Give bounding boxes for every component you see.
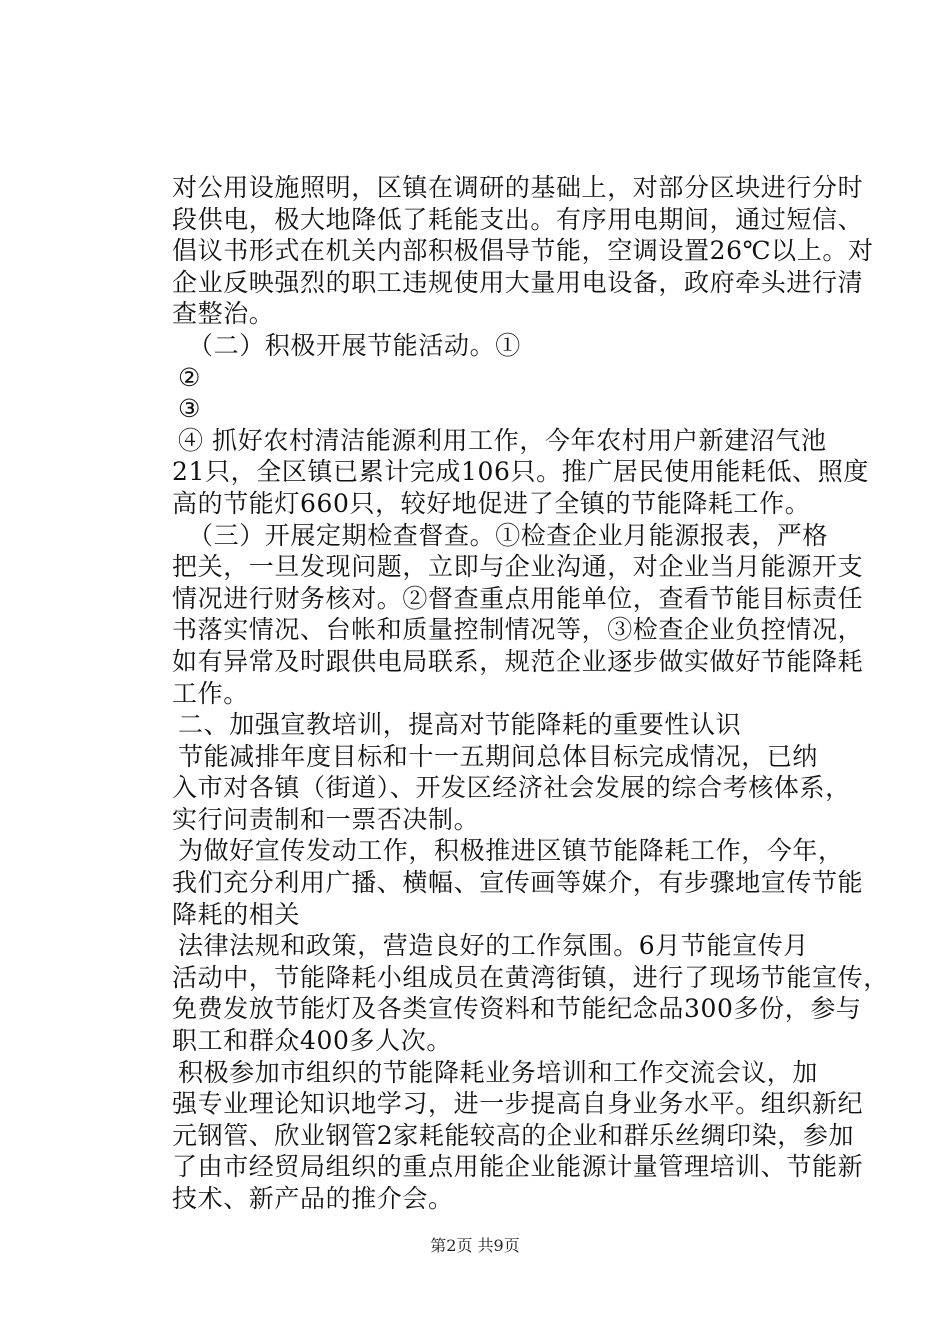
text-line: 活动中，节能降耗小组成员在黄湾街镇，进行了现场节能宣传，: [172, 962, 889, 992]
text-line: 企业反映强烈的职工违规使用大量用电设备，政府牵头进行清: [172, 267, 864, 297]
text-line: 降耗的相关: [172, 899, 301, 929]
text-line: 倡议书形式在机关内部积极倡导节能，空调设置26℃以上。对: [172, 236, 874, 266]
text-line: 节能减排年度目标和十一五期间总体目标完成情况，已纳: [178, 741, 819, 771]
text-line: 书落实情况、台帐和质量控制情况等，③检查企业负控情况，: [172, 615, 864, 645]
text-line: （三）开展定期检查督查。①检查企业月能源报表，严格: [188, 520, 829, 550]
text-line: 入市对各镇（街道）、开发区经济社会发展的综合考核体系，: [172, 773, 851, 803]
text-line: 实行问责制和一票否决制。: [172, 804, 480, 834]
text-line: 把关，一旦发现问题，立即与企业沟通，对企业当月能源开支: [172, 552, 864, 582]
text-line: （二）积极开展节能活动。①: [188, 330, 521, 360]
text-line: 高的节能灯660只，较好地促进了全镇的节能降耗工作。: [172, 488, 811, 518]
text-line: ③: [178, 394, 202, 424]
text-line: 了由市经贸局组织的重点用能企业能源计量管理培训、节能新: [172, 1152, 864, 1182]
text-line: 强专业理论知识地学习，进一步提高自身业务水平。组织新纪: [172, 1089, 864, 1119]
text-line: ②: [178, 362, 202, 392]
text-line: 21只，全区镇已累计完成106只。推广居民使用能耗低、照度: [172, 457, 869, 487]
text-line: 法律法规和政策，营造良好的工作氛围。6月节能宣传月: [178, 931, 809, 961]
text-line: 免费发放节能灯及各类宣传资料和节能纪念品300多份，参与: [172, 994, 862, 1024]
text-line: 段供电，极大地降低了耗能支出。有序用电期间，通过短信、: [172, 204, 864, 234]
text-line: 对公用设施照明，区镇在调研的基础上，对部分区块进行分时: [172, 173, 864, 202]
text-line: 查整治。: [172, 299, 275, 329]
text-line: 为做好宣传发动工作，积极推进区镇节能降耗工作，今年，: [178, 836, 844, 866]
text-line: ④ 抓好农村清洁能源利用工作，今年农村用户新建沼气池: [178, 425, 827, 455]
text-line: 积极参加市组织的节能降耗业务培训和工作交流会议，加: [178, 1057, 819, 1087]
text-line: 元钢管、欣业钢管2家耗能较高的企业和群乐丝绸印染，参加: [172, 1120, 855, 1150]
text-line: 情况进行财务核对。②督查重点用能单位，查看节能目标责任: [172, 583, 864, 613]
text-line: 职工和群众400多人次。: [172, 1026, 452, 1056]
text-line: 工作。: [172, 678, 249, 708]
page-footer: 第2页 共9页: [430, 1236, 520, 1255]
document-body: [172, 172, 889, 1215]
text-line: 我们充分利用广播、横幅、宣传画等媒介，有步骤地宣传节能: [172, 868, 864, 898]
text-line: 二、加强宣教培训，提高对节能降耗的重要性认识: [178, 710, 742, 740]
text-line: 如有异常及时跟供电局联系，规范企业逐步做实做好节能降耗: [172, 646, 864, 676]
text-line: 技术、新产品的推介会。: [172, 1184, 454, 1213]
